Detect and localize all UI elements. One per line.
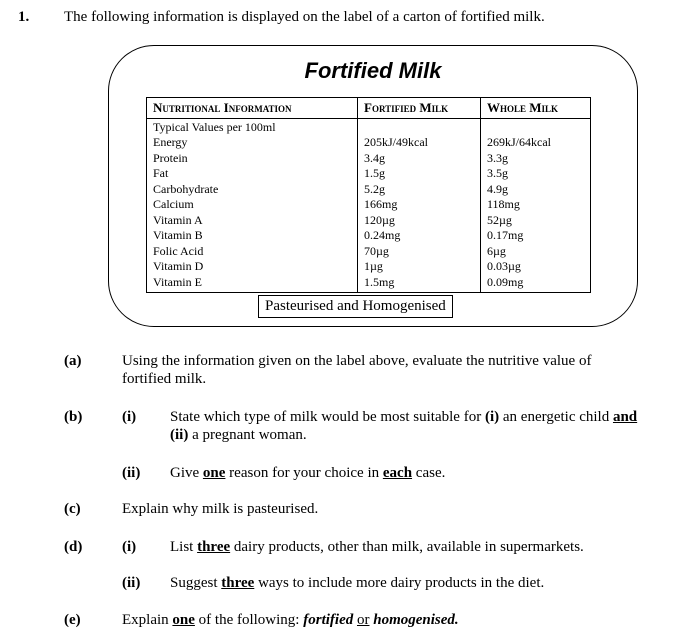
whole-value: 118mg bbox=[487, 197, 520, 211]
label-title: Fortified Milk bbox=[304, 58, 442, 83]
e-homogenised: homogenised bbox=[373, 612, 455, 628]
spacer bbox=[364, 120, 474, 136]
question-b-i-text bbox=[170, 408, 650, 444]
question-e-label: (e) bbox=[64, 612, 81, 628]
nutrient-name: Fat bbox=[153, 166, 169, 180]
nutrient-name: Vitamin E bbox=[153, 274, 202, 289]
question-number: 1. bbox=[18, 9, 30, 25]
b-ii-each: each bbox=[382, 465, 413, 481]
b-ii-one: one bbox=[202, 465, 226, 481]
question-b-label: (b) bbox=[64, 409, 83, 425]
whole-value: 3.3g bbox=[487, 150, 508, 165]
pasteurised-homogenised-box: Pasteurised and Homogenised bbox=[258, 295, 453, 318]
header-fortified-milk: Fortified Milk bbox=[358, 98, 481, 119]
e-part1: Explain bbox=[122, 612, 169, 628]
whole-value: 0.17mg bbox=[487, 228, 524, 242]
whole-value: 52µg bbox=[487, 212, 512, 227]
whole-value: 0.09mg bbox=[487, 274, 524, 289]
e-or: or bbox=[356, 612, 370, 628]
fortified-column bbox=[358, 118, 481, 293]
d-ii-three: three bbox=[221, 575, 255, 591]
fortified-value: 1.5g bbox=[364, 166, 385, 180]
d-ii-part2: ways to include more dairy products in the diet. bbox=[258, 575, 545, 591]
header-nutritional-information: Nutritional Information bbox=[147, 98, 358, 119]
question-b-ii-text bbox=[170, 464, 445, 482]
b-i-and: and bbox=[612, 409, 638, 425]
question-e-text bbox=[122, 611, 459, 629]
b-ii-part2: reason for your choice in bbox=[229, 465, 380, 481]
question-d-i-label: (i) bbox=[122, 539, 137, 555]
question-d-label: (d) bbox=[64, 539, 83, 555]
d-i-part2: dairy products, other than milk, available in supermarkets. bbox=[233, 539, 584, 555]
fortified-value: 205kJ/49kcal bbox=[364, 135, 428, 149]
e-one: one bbox=[172, 612, 195, 628]
b-ii-part1: Give bbox=[170, 465, 200, 481]
nutrient-name: Carbohydrate bbox=[153, 181, 219, 196]
d-i-three: three bbox=[197, 539, 231, 555]
d-ii-part1: Suggest bbox=[170, 575, 218, 591]
question-d-ii-text bbox=[170, 574, 544, 592]
nutrient-name: Calcium bbox=[153, 197, 194, 211]
fortified-value: 70µg bbox=[364, 243, 389, 258]
header-whole-milk: Whole Milk bbox=[481, 98, 591, 119]
question-c-label: (c) bbox=[64, 501, 81, 517]
nutrition-table bbox=[146, 97, 591, 293]
fortified-value: 1.5mg bbox=[364, 274, 395, 289]
nutrient-name: Energy bbox=[153, 135, 188, 149]
e-fortified: fortified bbox=[303, 612, 354, 628]
question-b-i-label: (i) bbox=[122, 409, 137, 425]
nutrient-column bbox=[147, 118, 358, 293]
whole-column bbox=[481, 118, 591, 293]
question-intro: The following information is displayed on the label of a carton of fortified milk. bbox=[64, 9, 545, 25]
fortified-value: 1µg bbox=[364, 259, 383, 273]
e-period: . bbox=[454, 612, 459, 628]
nutrient-name: Folic Acid bbox=[153, 243, 204, 258]
question-a-label: (a) bbox=[64, 353, 82, 369]
e-part2: of the following: bbox=[198, 612, 300, 628]
b-i-bold1: (i) bbox=[484, 409, 500, 425]
spacer bbox=[487, 120, 584, 136]
question-d-i-text bbox=[170, 538, 584, 556]
fortified-value: 166mg bbox=[364, 197, 398, 211]
nutrient-name: Vitamin D bbox=[153, 259, 204, 273]
typical-values-note: Typical Values per 100ml bbox=[153, 119, 276, 134]
question-a-text: Using the information given on the label above, evaluate the nutritive value of fortified milk. bbox=[122, 353, 592, 387]
d-i-part1: List bbox=[170, 539, 194, 555]
nutrition-header-row bbox=[147, 98, 591, 119]
question-c-text: Explain why milk is pasteurised. bbox=[122, 501, 319, 517]
fortified-value: 5.2g bbox=[364, 181, 385, 196]
b-ii-part3: case. bbox=[415, 465, 446, 481]
b-i-bold2: (ii) bbox=[170, 427, 189, 443]
whole-value: 0.03µg bbox=[487, 259, 521, 273]
whole-value: 3.5g bbox=[487, 166, 508, 180]
question-b-ii-label: (ii) bbox=[122, 465, 141, 481]
b-i-part1: State which type of milk would be most suitable for bbox=[170, 409, 482, 425]
whole-value: 269kJ/64kcal bbox=[487, 135, 551, 149]
fortified-value: 3.4g bbox=[364, 150, 385, 165]
whole-value: 4.9g bbox=[487, 181, 508, 196]
fortified-value: 120µg bbox=[364, 212, 395, 227]
b-i-part2: an energetic child bbox=[502, 409, 610, 425]
question-d-ii-label: (ii) bbox=[122, 575, 141, 591]
nutrient-name: Vitamin B bbox=[153, 228, 203, 242]
fortified-value: 0.24mg bbox=[364, 228, 401, 242]
nutrition-body-row bbox=[147, 118, 591, 293]
nutrient-name: Vitamin A bbox=[153, 212, 203, 227]
whole-value: 6µg bbox=[487, 243, 506, 258]
nutrient-name: Protein bbox=[153, 150, 188, 165]
b-i-part3: a pregnant woman. bbox=[192, 427, 307, 443]
